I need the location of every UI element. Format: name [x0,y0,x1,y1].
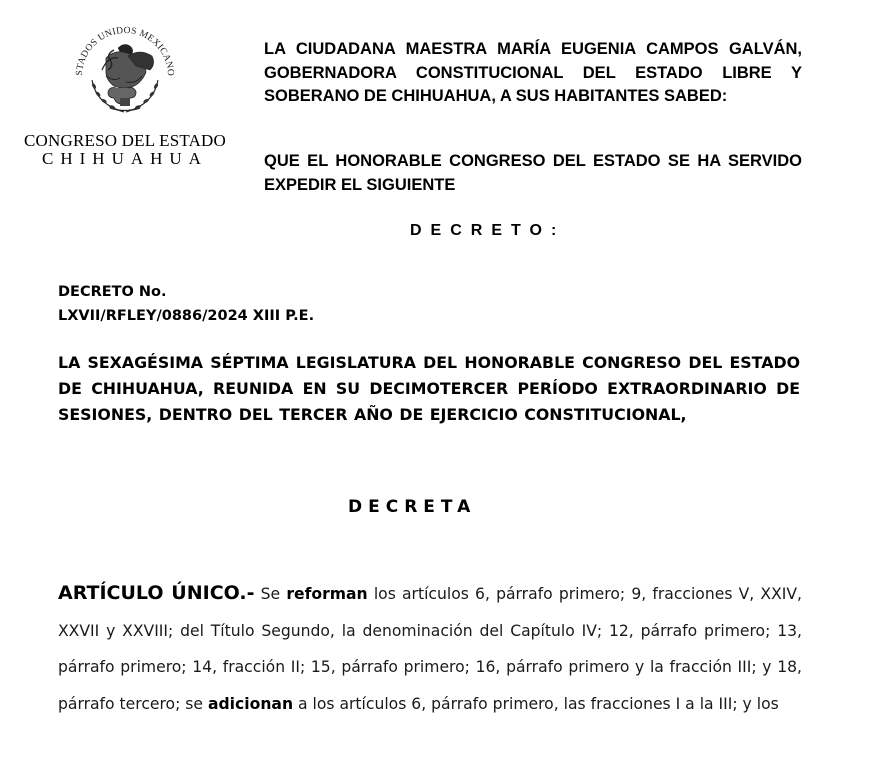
decreto-heading: DECRETO: [410,222,566,239]
article-unico [58,575,802,722]
mexican-coat-of-arms-icon [66,14,184,132]
article-text-part1: Se [254,585,287,603]
organization-name-line2: CHIHUAHUA [42,149,208,168]
governor-proclamation: LA CIUDADANA MAESTRA MARÍA EUGENIA CAMPOS GALVÁN, GOBERNADORA CONSTITUCIONAL DEL ESTADO LIBRE Y SOBERANO DE CHIHUAHUA, A SUS HABITANTES SABED: [264,40,802,105]
seal-ring-text: STADOS UNIDOS MEXICANO [74,25,176,77]
article-text-part2: los artículos 6, párrafo primero; 9, fracciones V, XXIV, XXVII y XXVIII; del Título Segundo, la denominación del Capítulo IV; 12, párrafo primero; 13, párrafo primero; 14, fracción II; 15, párrafo primero; 16, párrafo primero y la fracción III; y 18, párrafo tercero; se [58,585,803,713]
decree-number-code: LXVII/RFLEY/0886/2024 XIII P.E. [58,308,315,324]
congress-statement: QUE EL HONORABLE CONGRESO DEL ESTADO SE HA SERVIDO EXPEDIR EL SIGUIENTE [264,152,802,194]
article-label: ARTÍCULO ÚNICO.- [58,582,255,604]
article-keyword-adicionan: adicionan [207,694,294,713]
article-keyword-reforman: reforman [286,585,368,603]
legislature-statement: LA SEXAGÉSIMA SÉPTIMA LEGISLATURA DEL HONORABLE CONGRESO DEL ESTADO DE CHIHUAHUA, REUNIDA EN SU DECIMOTERCER PERÍODO EXTRAORDINARIO DE SESIONES, DENTRO DEL TERCER AÑO DE EJERCICIO CONSTITUCIONAL, [58,353,800,424]
organization-name [0,132,250,168]
decree-number-label: DECRETO No. [58,284,167,300]
decree-number [58,280,314,328]
organization-name-line1: CONGRESO DEL ESTADO [23,131,227,150]
decreta-heading: DECRETA [348,497,477,517]
coat-of-arms-seal [66,14,184,132]
article-text-part3: a los artículos 6, párrafo primero, las fracciones I a la III; y los [293,694,779,713]
